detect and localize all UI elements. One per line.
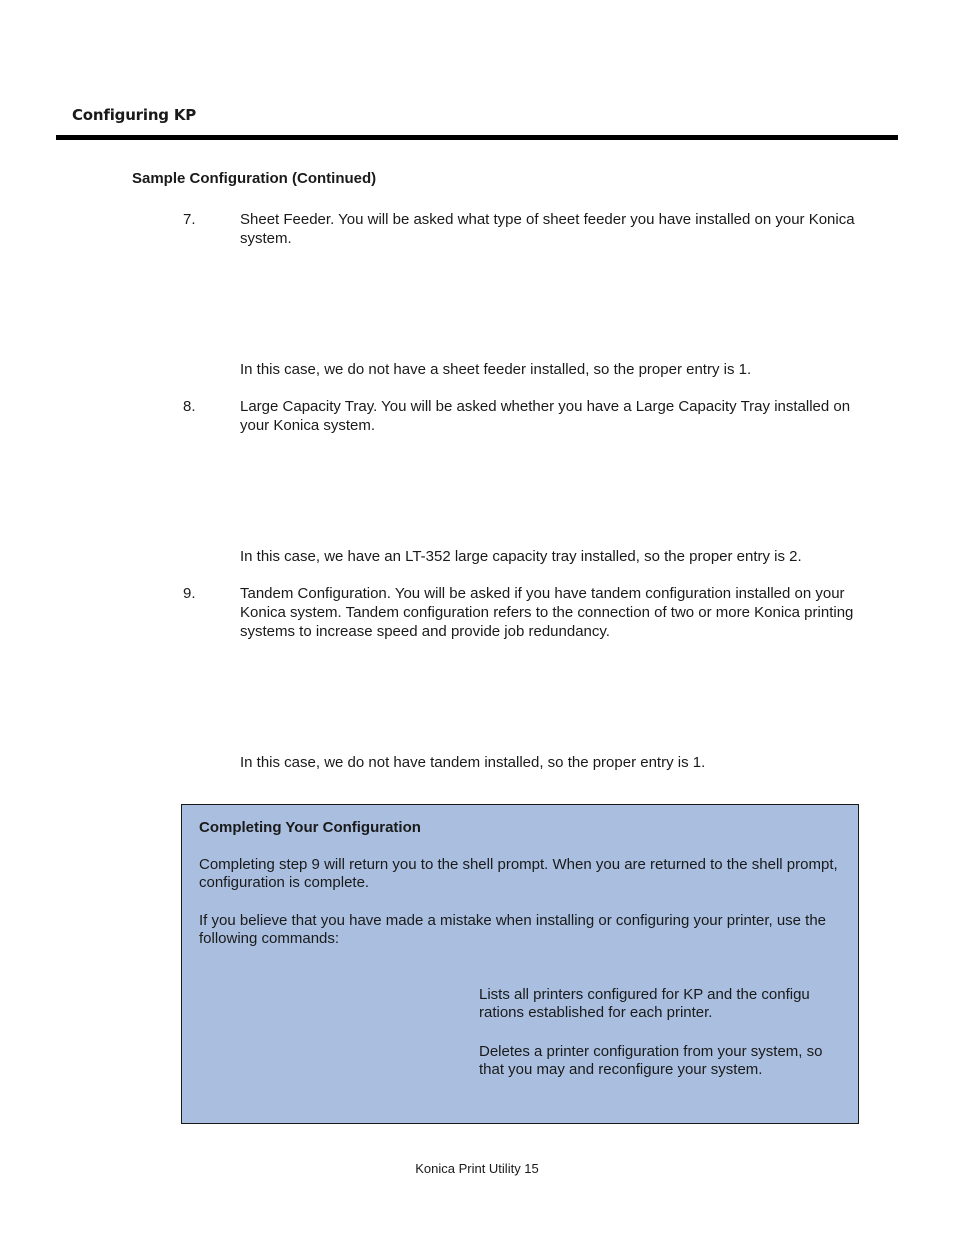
step-text-7: Sheet Feeder. You will be asked what type of sheet feeder you have installed on your Konica system. (240, 211, 855, 247)
completing-configuration-callout (181, 804, 859, 1124)
callout-paragraph-1: Completing step 9 will return you to the shell prompt. When you are returned to the shell prompt, configuration is complete. (199, 856, 838, 891)
step-number-8: 8. (183, 398, 196, 415)
step-note-8: In this case, we have an LT-352 large capacity tray installed, so the proper entry is 2. (240, 548, 802, 565)
step-number-7: 7. (183, 211, 196, 228)
header-rule (56, 135, 898, 140)
page-header: Configuring KP (72, 106, 197, 124)
section-title: Sample Configuration (Continued) (132, 170, 377, 187)
step-note-9: In this case, we do not have tandem installed, so the proper entry is 1. (240, 754, 706, 771)
command-description-list: Lists all printers configured for KP and the configu rations established for each printer. (479, 986, 810, 1021)
callout-title: Completing Your Configuration (199, 819, 421, 836)
command-description-delete: Deletes a printer configuration from your system, so that you may and reconfigure your system. (479, 1043, 823, 1078)
callout-paragraph-2: If you believe that you have made a mistake when installing or configuring your printer, use the following commands: (199, 912, 827, 947)
step-text-9: Tandem Configuration. You will be asked if you have tandem configuration installed on your Konica system. Tandem configuration refers to the connection of two or more Konica printing systems to increase speed and provide job redundancy. (240, 585, 854, 640)
step-note-7: In this case, we do not have a sheet feeder installed, so the proper entry is 1. (240, 361, 752, 378)
step-text-8: Large Capacity Tray. You will be asked whether you have a Large Capacity Tray installed on your Konica system. (240, 398, 851, 434)
step-number-9: 9. (183, 585, 196, 602)
page-footer: Konica Print Utility 15 (415, 1161, 539, 1176)
